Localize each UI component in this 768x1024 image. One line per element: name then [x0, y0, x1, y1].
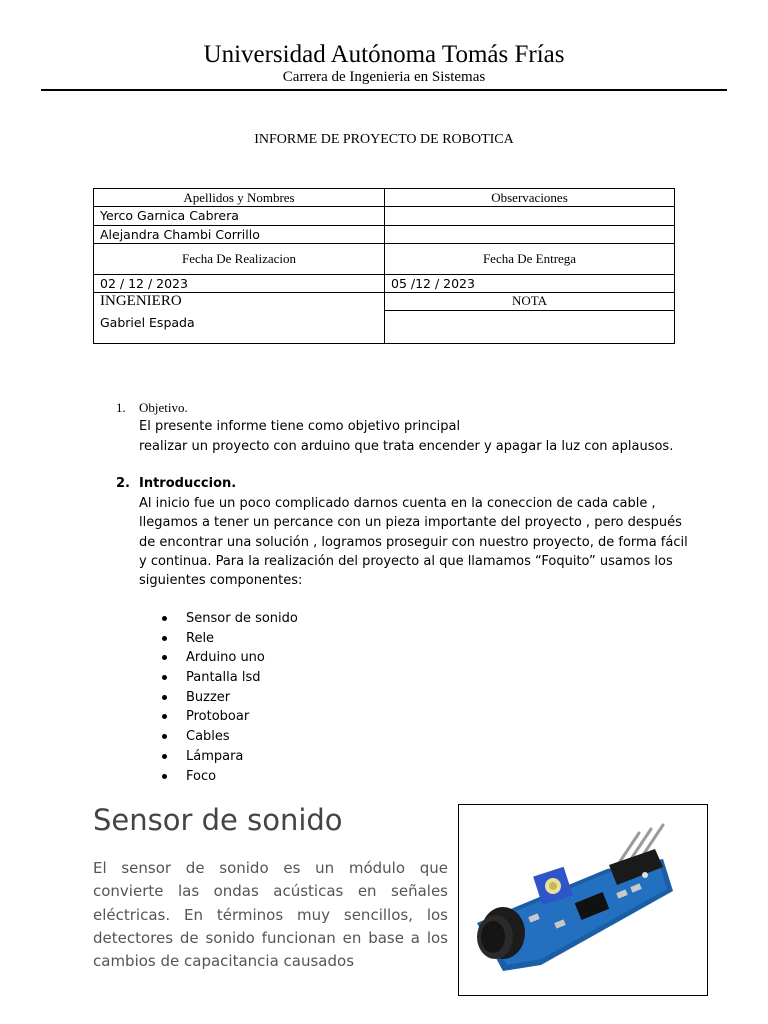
introduction-title: Introduccion.	[139, 476, 237, 491]
introduction-line: Al inicio fue un poco complicado darnos cuenta en la coneccion de cada cable ,	[139, 496, 656, 511]
objective-line: realizar un proyecto con arduino que trata encender y apagar la luz con aplausos.	[139, 439, 674, 454]
list-item: Foco	[162, 767, 298, 787]
delivery-date-label: Fecha De Entrega	[482, 251, 577, 266]
list-item: Cables	[162, 727, 298, 747]
engineer-name: Gabriel Espada	[100, 315, 195, 330]
list-item: Lámpara	[162, 747, 298, 767]
introduction-line: siguientes componentes:	[139, 573, 303, 588]
bullet-icon	[162, 636, 167, 641]
list-item: Sensor de sonido	[162, 609, 298, 629]
grade-label: NOTA	[511, 293, 548, 308]
completion-date-value: 02 / 12 / 2023	[100, 276, 188, 291]
bullet-icon	[162, 675, 167, 680]
bullet-icon	[162, 655, 167, 660]
info-table	[93, 188, 675, 344]
list-item: Protoboar	[162, 707, 298, 727]
table-row-divider	[94, 243, 674, 244]
career-subtitle: Carrera de Ingenieria en Sistemas	[282, 69, 486, 85]
sensor-paragraph: El sensor de sonido es un módulo que convierte las ondas acústicas en señales eléctricas. En términos muy sencillos, los detectores de sonido funcionan en base a los cambios de capacitancia causados	[93, 859, 448, 971]
list-item: Arduino uno	[162, 648, 298, 668]
bullet-icon	[162, 695, 167, 700]
table-row-divider	[94, 206, 674, 207]
bullet-icon	[162, 714, 167, 719]
delivery-date-value: 05 /12 / 2023	[391, 276, 475, 291]
section-number: 2.	[116, 476, 130, 491]
completion-date-label: Fecha De Realizacion	[181, 251, 297, 266]
objective-line: El presente informe tiene como objetivo principal	[139, 419, 461, 434]
table-row-divider	[94, 274, 674, 275]
introduction-line: llegamos a tener un percance con un pieza importante del proyecto , pero después	[139, 515, 682, 530]
sound-sensor-module-icon	[459, 805, 707, 995]
university-title: Universidad Autónoma Tomás Frías	[203, 41, 565, 68]
header-divider	[41, 89, 727, 91]
table-row-divider	[94, 225, 674, 226]
observations-column-header: Observaciones	[491, 190, 568, 205]
bullet-icon	[162, 774, 167, 779]
bullet-icon	[162, 754, 167, 759]
components-list	[162, 609, 298, 786]
introduction-line: y continua. Para la realización del proyecto al que llamamos “Foquito” usamos los	[139, 554, 673, 569]
sound-sensor-image	[458, 804, 708, 996]
list-item: Pantalla lsd	[162, 668, 298, 688]
bullet-icon	[162, 616, 167, 621]
list-item: Rele	[162, 629, 298, 649]
engineer-label: INGENIERO	[100, 293, 182, 309]
sensor-heading: Sensor de sonido	[93, 803, 343, 837]
student-name: Alejandra Chambi Corrillo	[100, 227, 260, 242]
list-item: Buzzer	[162, 688, 298, 708]
names-column-header: Apellidos y Nombres	[183, 190, 295, 205]
table-row-divider	[385, 310, 674, 311]
section-number: 1.	[116, 400, 126, 415]
student-name: Yerco Garnica Cabrera	[100, 208, 239, 223]
introduction-line: de encontrar una solución , logramos proseguir con nuestro proyecto, de forma fácil	[139, 535, 688, 550]
objective-title: Objetivo.	[139, 400, 188, 415]
report-title: INFORME DE PROYECTO DE ROBOTICA	[254, 132, 514, 147]
bullet-icon	[162, 734, 167, 739]
